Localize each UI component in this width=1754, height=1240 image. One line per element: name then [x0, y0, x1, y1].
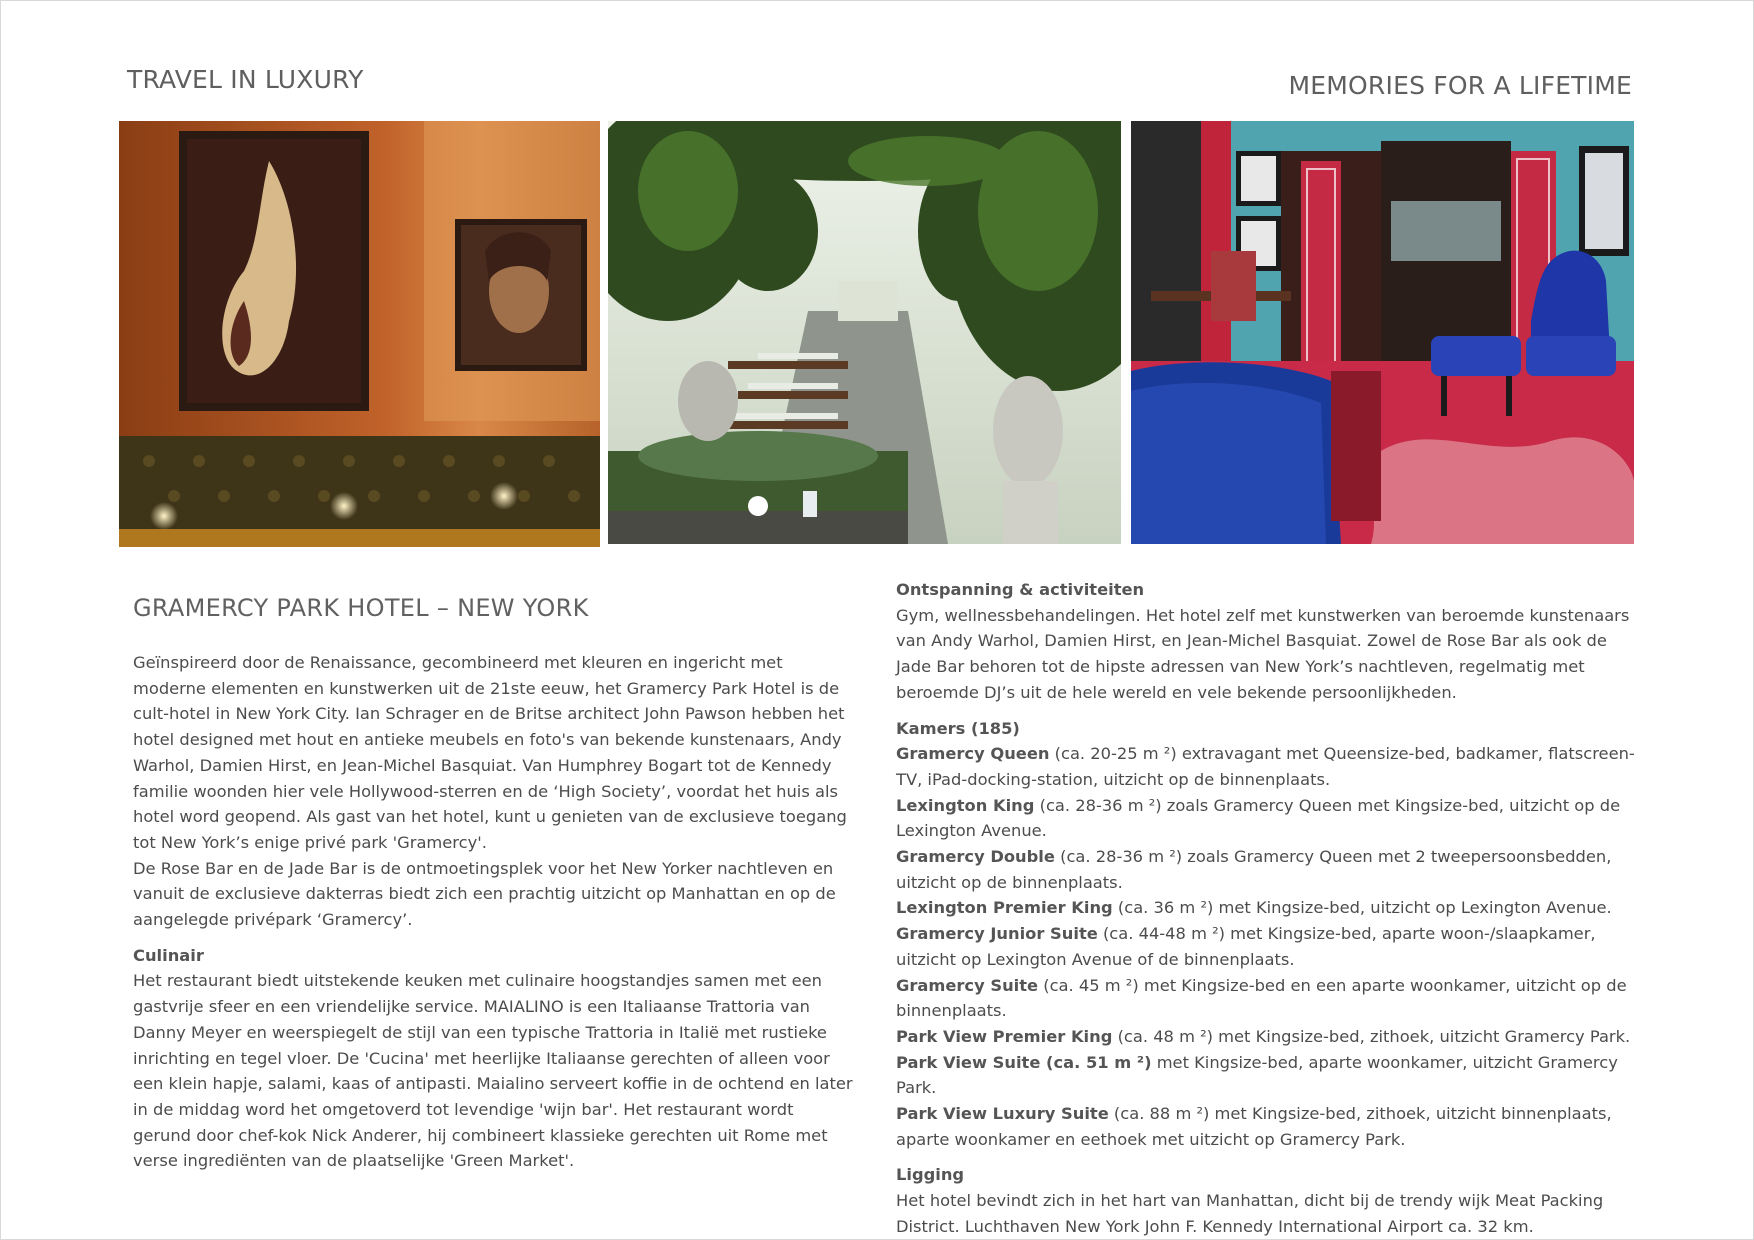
room-name: Lexington King	[896, 795, 1035, 815]
ontspanning-text: Gym, wellnessbehandelingen. Het hotel zelf met kunstwerken van beroemde kunstenaars van Andy Warhol, Damien Hirst, en Jean-Michel Basquiat. Zowel de Rose Bar als ook de Jade Bar behoren tot de hipste adressen van New York’s nachtleven, regelmatig met beroemde DJ’s uit de hele wereld en vele bekende persoonlijkheden.	[896, 605, 1630, 702]
room-desc: (ca. 44-48 m ²) met Kingsize-bed, aparte woon-/slaapkamer, uitzicht op Lexington Avenue of de binnenplaats.	[896, 924, 1596, 969]
room-desc: (ca. 20-25 m ²) extravagant met Queensize-bed, badkamer, flatscreen-TV, iPad-docking-station, uitzicht op de binnenplaats.	[896, 744, 1635, 789]
room-name: Gramercy Double	[896, 847, 1055, 867]
ontspanning-heading: Ontspanning & activiteiten	[896, 580, 1145, 599]
room-entry	[896, 1101, 1641, 1152]
room-entry	[896, 895, 1641, 921]
room-name: Park View Suite (ca. 51 m ²)	[896, 1052, 1152, 1072]
room-desc: met Kingsize-bed, aparte woonkamer, uitzicht Gramercy Park.	[896, 1052, 1618, 1098]
header-memories-for-a-lifetime: MEMORIES FOR A LIFETIME	[1288, 71, 1632, 100]
room-entry	[896, 1050, 1641, 1101]
room-desc: (ca. 88 m ²) met Kingsize-bed, zithoek, uitzicht binnenplaats, aparte woonkamer en eethoek met uitzicht op Gramercy Park.	[896, 1104, 1612, 1149]
room-name: Gramercy Junior Suite	[896, 924, 1098, 944]
room-desc: (ca. 45 m ²) met Kingsize-bed en een aparte woonkamer, uitzicht op de binnenplaats.	[896, 975, 1627, 1021]
intro-paragraph: Geïnspireerd door de Renaissance, gecombineerd met kleuren en ingericht met moderne elementen en kunstwerken uit de 21ste eeuw, het Gramercy Park Hotel is de cult-hotel in New York City. Ian Schrager en de Britse architect John Pawson hebben het hotel designed met hout en antieke meubels en foto's van bekende kunstenaars, Andy Warhol, Damien Hirst, en Jean-Michel Basquiat. Van Humphrey Bogart tot de Kennedy familie woonden hier vele Hollywood-sterren en de ‘High Society’, voordat het huis als hotel word geopend. Als gast van het hotel, kunt u genieten van de exclusieve toegang tot New York’s enige privé park 'Gramercy'.	[133, 653, 847, 852]
room-name: Park View Luxury Suite	[896, 1104, 1109, 1124]
room-name: Gramercy Suite	[896, 975, 1039, 995]
room-entry	[896, 921, 1641, 972]
right-column	[896, 577, 1641, 1240]
ligging-text: Het hotel bevindt zich in het hart van Manhattan, dicht bij de trendy wijk Meat Packing District. Luchthaven New York John F. Kennedy International Airport ca. 32 km.	[896, 1191, 1604, 1236]
kamers-heading: Kamers (185)	[896, 718, 1020, 738]
room-name: Gramercy Queen	[896, 744, 1050, 764]
header-travel-in-luxury: TRAVEL IN LUXURY	[127, 65, 364, 94]
hotel-title: GRAMERCY PARK HOTEL – NEW YORK	[133, 594, 589, 622]
ligging-heading: Ligging	[896, 1165, 965, 1185]
room-name: Lexington Premier King	[896, 898, 1113, 918]
room-desc: (ca. 28-36 m ²) zoals Gramercy Queen met 2 tweepersoonsbedden, uitzicht op de binnenplaats.	[896, 847, 1612, 892]
hotel-suite-photo	[1131, 121, 1634, 544]
culinair-text: Het restaurant biedt uitstekende keuken met culinaire hoogstandjes samen met een gastvrije sfeer en een vriendelijke service. MAIALINO is een Italiaanse Trattoria van Danny Meyer en weerspiegelt de stijl van een typische Trattoria in Italië met rustieke inrichting en tegel vloer. De 'Cucina' met heerlijke Italiaanse gerechten of alleen voor een klein hapje, salami, kaas of antipasti. Maialino serveert koffie in de ochtend en later in de middag word het omgetoverd tot levendige 'wijn bar'. Het restaurant wordt gerund door chef-kok Nick Anderer, hij combineert klassieke gerechten uit Rome met verse ingrediënten van de plaatselijke 'Green Market'.	[133, 971, 853, 1171]
room-desc: (ca. 28-36 m ²) zoals Gramercy Queen met Kingsize-bed, uitzicht op de Lexington Avenue.	[896, 795, 1621, 841]
room-entry	[896, 793, 1641, 844]
culinair-heading: Culinair	[133, 945, 204, 965]
room-desc: (ca. 36 m ²) met Kingsize-bed, uitzicht op Lexington Avenue.	[1112, 898, 1612, 918]
room-name: Park View Premier King	[896, 1026, 1113, 1046]
restaurant-artwork-photo	[119, 121, 600, 547]
room-entry	[896, 973, 1641, 1024]
intro-paragraph-2: De Rose Bar en de Jade Bar is de ontmoetingsplek voor het New Yorker nachtleven en vanuit de exclusieve dakterras biedt zich een prachtig uitzicht op Manhattan en op de aangelegde privépark ‘Gramercy’.	[133, 858, 836, 930]
room-desc: (ca. 48 m ²) met Kingsize-bed, zithoek, uitzicht Gramercy Park.	[1112, 1026, 1631, 1046]
left-column	[133, 594, 853, 1174]
room-entry	[896, 844, 1641, 895]
room-entry	[896, 1024, 1641, 1050]
room-entry	[896, 741, 1641, 792]
rooftop-terrace-photo	[608, 121, 1121, 544]
